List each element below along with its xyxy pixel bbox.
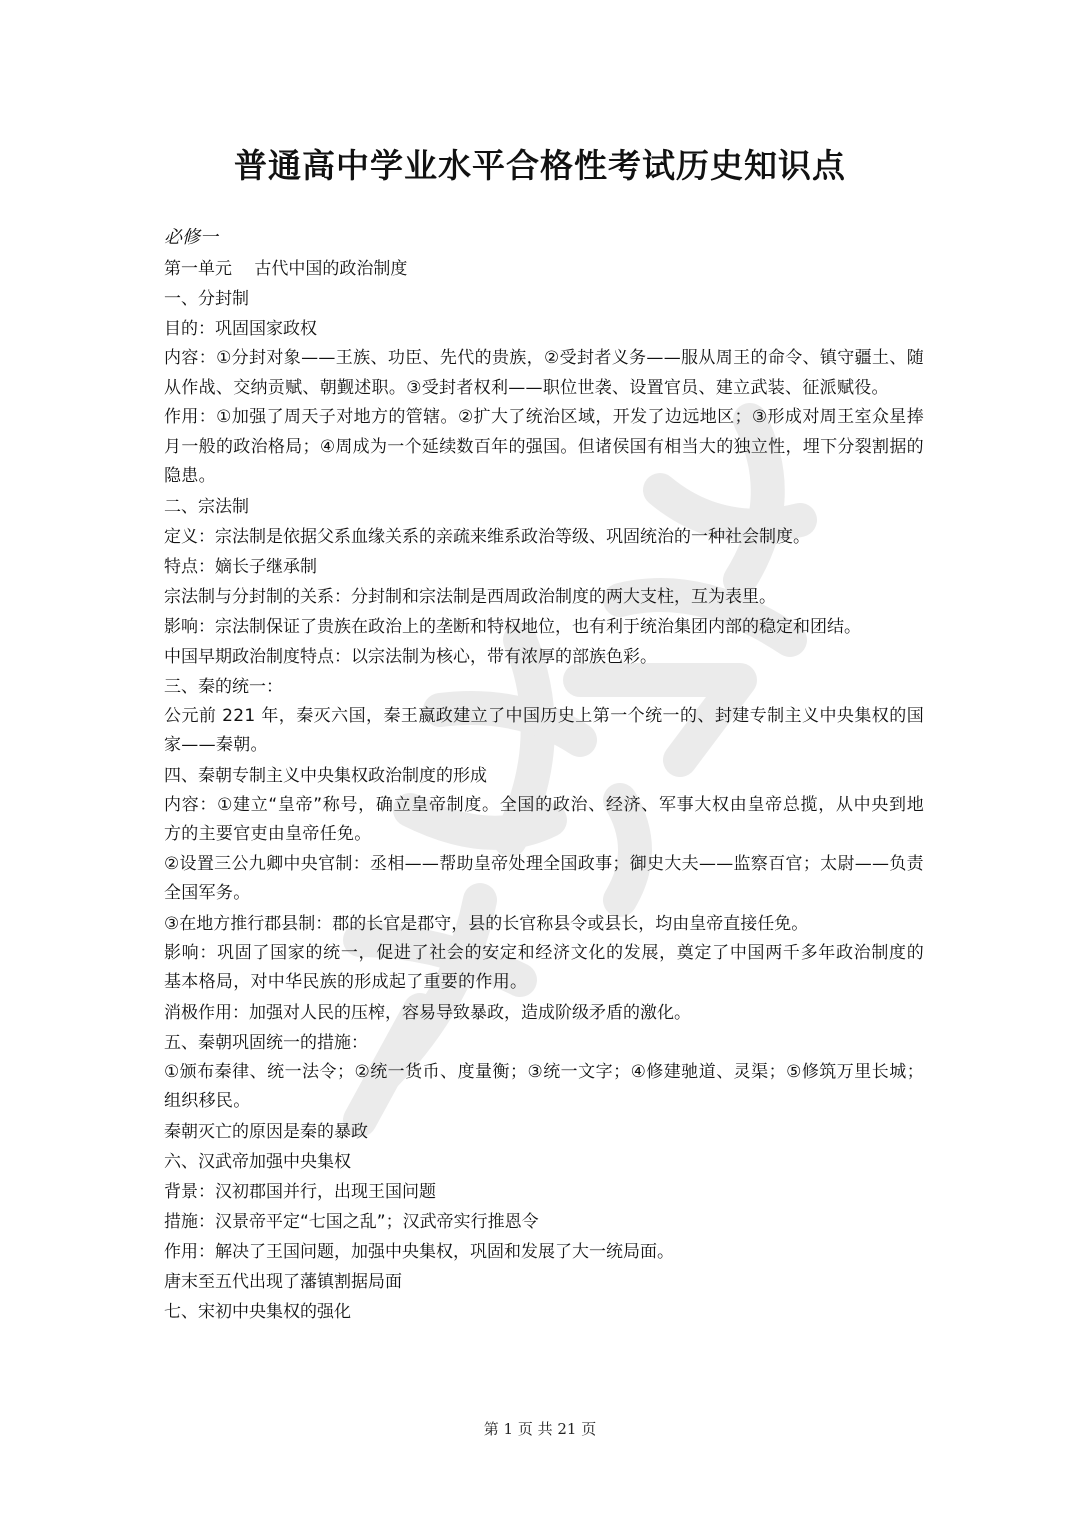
heading-han-wudi: 六、汉武帝加强中央集权	[164, 1151, 351, 1172]
heading-qin-unification: 三、秦的统一：	[164, 676, 283, 697]
document-body	[164, 222, 924, 1327]
text-line: 宗法制与分封制的关系：分封制和宗法制是西周政治制度的两大支柱，互为表里。	[164, 586, 776, 607]
paragraph: 内容：①分封对象——王族、功臣、先代的贵族，②受封者义务——服从周王的命令、镇守疆土、随从作战、交纳贡赋、朝觐述职。③受封者权利——职位世袭、设置官员、建立武装、征派赋役。	[164, 348, 924, 398]
heading-qin-measures: 五、秦朝巩固统一的措施：	[164, 1032, 368, 1053]
text-line: 作用：解决了王国问题，加强中央集权，巩固和发展了大一统局面。	[164, 1241, 674, 1262]
paragraph: 作用：①加强了周天子对地方的管辖。②扩大了统治区域，开发了边远地区；③形成对周王室众星捧月一般的政治格局；④周成为一个延续数百年的强国。但诸侯国有相当大的独立性，埋下分裂割据的隐患。	[164, 407, 924, 486]
heading-zongfazhi: 二、宗法制	[164, 496, 249, 517]
heading-fenfengzhi: 一、分封制	[164, 289, 249, 309]
paragraph: ①颁布秦律、统一法令；②统一货币、度量衡；③统一文字；④修建驰道、灵渠；⑤修筑万里长城；组织移民。	[164, 1061, 924, 1111]
unit-heading: 第一单元 古代中国的政治制度	[164, 259, 408, 279]
heading-qin-system: 四、秦朝专制主义中央集权政治制度的形成	[164, 765, 487, 786]
text-line: 目的：巩固国家政权	[164, 319, 317, 339]
text-line: 影响：宗法制保证了贵族在政治上的垄断和特权地位，也有利于统治集团内部的稳定和团结。	[164, 616, 861, 637]
text-line: 中国早期政治制度特点：以宗法制为核心，带有浓厚的部族色彩。	[164, 646, 657, 667]
text-line: 背景：汉初郡国并行，出现王国问题	[164, 1181, 436, 1202]
paragraph: ②设置三公九卿中央官制：丞相——帮助皇帝处理全国政事；御史大夫——监察百官；太尉——负责全国军务。	[164, 853, 924, 903]
text-line: 秦朝灭亡的原因是秦的暴政	[164, 1121, 368, 1142]
heading-song-centralization: 七、宋初中央集权的强化	[164, 1301, 351, 1322]
text-line: 措施：汉景帝平定“七国之乱”；汉武帝实行推恩令	[164, 1211, 539, 1232]
section-label: 必修一	[164, 227, 218, 248]
text-line: 定义：宗法制是依据父系血缘关系的亲疏来维系政治等级、巩固统治的一种社会制度。	[164, 526, 810, 547]
paragraph: 影响：巩固了国家的统一，促进了社会的安定和经济文化的发展，奠定了中国两千多年政治制度的基本格局，对中华民族的形成起了重要的作用。	[164, 942, 924, 992]
text-line: ③在地方推行郡县制：郡的长官是郡守，县的长官称县令或县长，均由皇帝直接任免。	[164, 913, 809, 934]
text-line: 特点：嫡长子继承制	[164, 556, 317, 577]
paragraph: 内容：①建立“皇帝”称号，确立皇帝制度。全国的政治、经济、军事大权由皇帝总揽，从中央到地方的主要官吏由皇帝任免。	[164, 794, 924, 844]
document-title: 普通高中学业水平合格性考试历史知识点	[234, 146, 846, 185]
paragraph: 公元前 221 年，秦灭六国，秦王嬴政建立了中国历史上第一个统一的、封建专制主义中央集权的国家——秦朝。	[164, 705, 924, 755]
text-line: 唐末至五代出现了藩镇割据局面	[164, 1271, 402, 1292]
text-line: 消极作用：加强对人民的压榨，容易导致暴政，造成阶级矛盾的激化。	[164, 1002, 691, 1023]
page-number-footer: 第 1 页 共 21 页	[483, 1420, 597, 1438]
